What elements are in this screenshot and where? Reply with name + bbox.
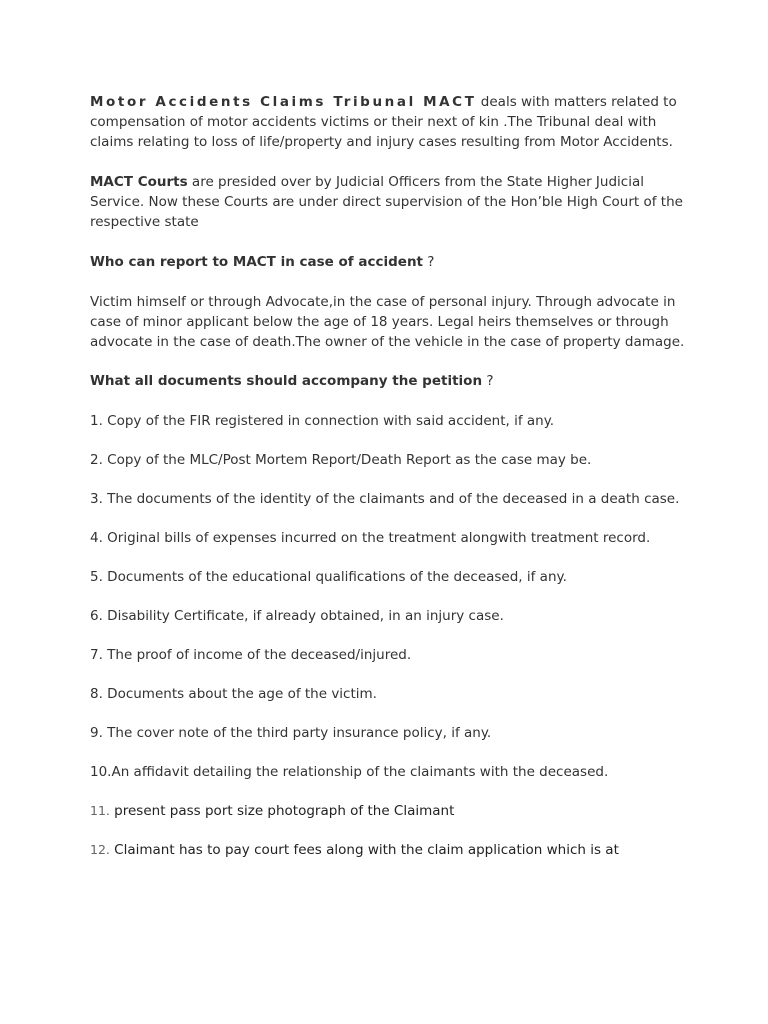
question-1-mark: ? (423, 254, 435, 270)
intro-text: deals with matters related to compensation of motor accidents victims or their next of kin .The Tribunal deal with claims relating to loss of life/property and injury cases resulting from Motor Accidents. (90, 94, 677, 150)
list-item-11-number: 11. (90, 803, 110, 818)
list-item-12-number: 12. (90, 842, 110, 857)
list-item-11 (90, 801, 690, 821)
list-item: 3. The documents of the identity of the claimants and of the deceased in a death case. (90, 491, 680, 507)
list-item: 6. Disability Certificate, if already obtained, in an injury case. (90, 608, 504, 624)
question-1-text: Who can report to MACT in case of accident (90, 254, 424, 270)
question-2-text: What all documents should accompany the petition (90, 373, 483, 389)
list-item-12-text: Claimant has to pay court fees along with the claim application which is at (109, 842, 619, 858)
courts-paragraph (90, 172, 690, 232)
list-item: 8. Documents about the age of the victim. (90, 686, 377, 702)
list-item: 4. Original bills of expenses incurred on the treatment alongwith treatment record. (90, 530, 651, 546)
list-item-11-text: present pass port size photograph of the Claimant (109, 803, 455, 819)
list-item: 9. The cover note of the third party insurance policy, if any. (90, 725, 492, 741)
question-documents (90, 371, 690, 391)
list-item-12 (90, 840, 690, 860)
question-who-can-report (90, 252, 690, 272)
list-item: 5. Documents of the educational qualifications of the deceased, if any. (90, 569, 567, 585)
document-page (90, 92, 690, 879)
list-item: 10.An affidavit detailing the relationship of the claimants with the deceased. (90, 764, 609, 780)
list-item: 1. Copy of the FIR registered in connection with said accident, if any. (90, 413, 555, 429)
intro-paragraph (90, 92, 690, 152)
list-item: 7. The proof of income of the deceased/injured. (90, 647, 412, 663)
question-2-mark: ? (482, 373, 494, 389)
intro-title: Motor Accidents Claims Tribunal MACT (90, 94, 477, 110)
courts-text: are presided over by Judicial Officers from the State Higher Judicial Service. Now these Courts are under direct supervision of the Hon’ble High Court of the respective state (90, 174, 683, 230)
answer-who-can-report: Victim himself or through Advocate,in the case of personal injury. Through advocate in case of minor applicant below the age of 18 years. Legal heirs themselves or through advocate in the case of death.The owner of the vehicle in the case of property damage. (90, 294, 685, 350)
courts-title: MACT Courts (90, 174, 188, 190)
list-item: 2. Copy of the MLC/Post Mortem Report/Death Report as the case may be. (90, 452, 592, 468)
